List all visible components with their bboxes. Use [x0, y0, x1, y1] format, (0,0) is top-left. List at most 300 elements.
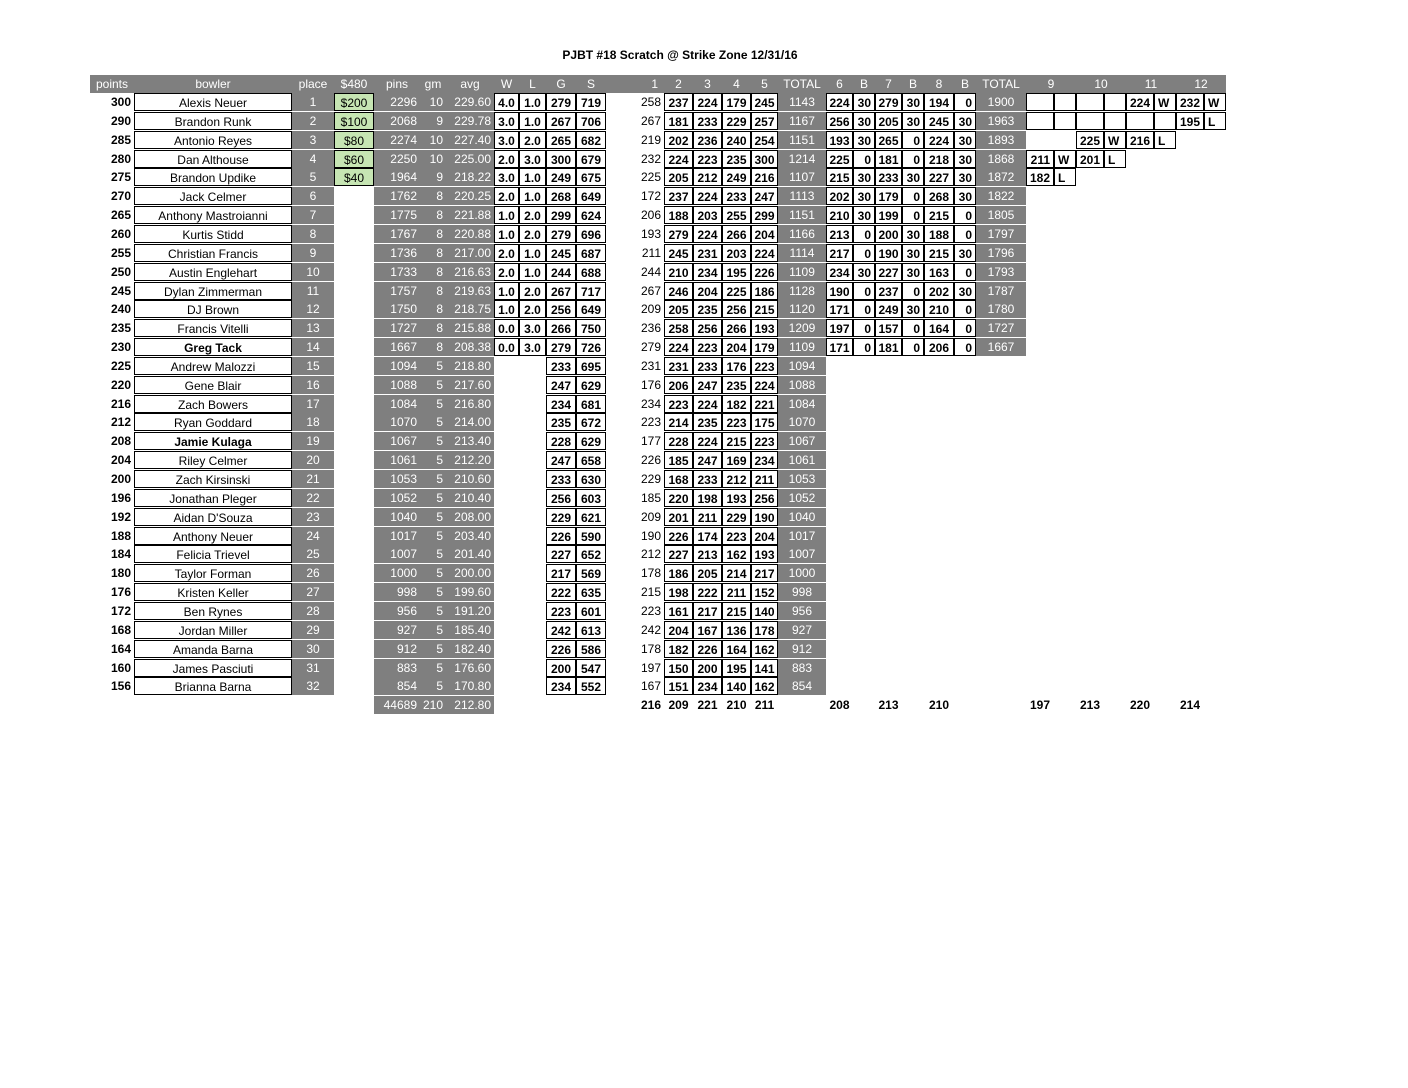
place-cell: 6 [292, 187, 334, 205]
game1-cell: 226 [640, 453, 661, 467]
match10-result: L [1104, 150, 1126, 168]
header-total2: TOTAL [976, 75, 1026, 93]
game5-cell: 193 [751, 545, 778, 563]
bonus7-cell: 0 [902, 206, 924, 224]
game8-cell: 164 [924, 319, 954, 337]
high-game-cell: 222 [546, 583, 576, 601]
bonus6-cell: 30 [853, 168, 875, 186]
game5-cell: 223 [751, 432, 778, 450]
games-cell: 5 [420, 602, 446, 620]
match10-score: 201 [1076, 150, 1104, 168]
match12-score: 195 [1176, 112, 1204, 130]
bonus7-cell: 30 [902, 244, 924, 262]
game2-cell: 237 [664, 187, 693, 205]
high-series-cell: 649 [576, 300, 606, 318]
games-cell: 5 [420, 564, 446, 582]
losses-cell: 3.0 [519, 150, 546, 168]
bonus7-cell: 0 [902, 150, 924, 168]
header-g7: 7 [875, 75, 902, 93]
wins-cell: 2.0 [494, 150, 519, 168]
game5-cell: 140 [751, 602, 778, 620]
bonus6-cell: 0 [853, 300, 875, 318]
header-points: points [90, 75, 134, 93]
bowler-name: Andrew Malozzi [134, 357, 292, 375]
game4-cell: 215 [722, 432, 751, 450]
game5-cell: 152 [751, 583, 778, 601]
game1-cell: 177 [640, 434, 661, 448]
game7-cell: 181 [875, 150, 902, 168]
high-game-cell: 256 [546, 300, 576, 318]
bonus8-cell: 0 [954, 300, 976, 318]
game2-average: 209 [668, 698, 689, 712]
bowler-name: Brandon Runk [134, 112, 292, 130]
bowler-name: Austin Englehart [134, 263, 292, 281]
avg-cell: 214.00 [446, 413, 494, 431]
header-g5: 5 [751, 75, 778, 93]
total1-cell: 998 [778, 583, 826, 601]
game8-cell: 227 [924, 168, 954, 186]
bowler-name: Jonathan Pleger [134, 489, 292, 507]
high-game-cell: 233 [546, 470, 576, 488]
game3-cell: 256 [693, 319, 722, 337]
game8-cell: 218 [924, 150, 954, 168]
losses-cell: 2.0 [519, 282, 546, 300]
place-cell: 1 [292, 93, 334, 111]
pins-cell: 927 [374, 621, 420, 639]
game7-cell: 205 [875, 112, 902, 130]
high-series-cell: 603 [576, 489, 606, 507]
wins-cell: 1.0 [494, 300, 519, 318]
total-pins: 44689 [374, 696, 420, 714]
games-cell: 5 [420, 432, 446, 450]
total1-cell: 1094 [778, 357, 826, 375]
place-cell: 19 [292, 432, 334, 450]
pins-cell: 1067 [374, 432, 420, 450]
points-cell: 212 [110, 415, 131, 429]
game5-cell: 223 [751, 357, 778, 375]
bowler-name: Jamie Kulaga [134, 432, 292, 450]
header-g: G [546, 75, 576, 93]
game5-cell: 162 [751, 677, 778, 695]
match10-score: 225 [1076, 131, 1104, 149]
header-bowler: bowler [134, 75, 292, 93]
points-cell: 172 [110, 604, 131, 618]
game5-cell: 162 [751, 640, 778, 658]
points-cell: 192 [110, 510, 131, 524]
pins-cell: 1084 [374, 395, 420, 413]
points-cell: 216 [110, 397, 131, 411]
high-game-cell: 217 [546, 564, 576, 582]
game5-cell: 257 [751, 112, 778, 130]
game5-cell: 254 [751, 131, 778, 149]
results-table [90, 75, 1226, 712]
header-avg: avg [446, 75, 494, 93]
match11-result: W [1154, 93, 1176, 111]
game2-cell: 228 [664, 432, 693, 450]
match9-score [1026, 93, 1054, 111]
game5-cell: 216 [751, 168, 778, 186]
game6-cell: 202 [826, 187, 853, 205]
game6-cell: 215 [826, 168, 853, 186]
match9-result: W [1054, 150, 1076, 168]
game5-cell: 247 [751, 187, 778, 205]
high-game-cell: 299 [546, 206, 576, 224]
game1-cell: 167 [640, 679, 661, 693]
header-total1: TOTAL [778, 75, 826, 93]
game4-cell: 266 [722, 319, 751, 337]
losses-cell: 3.0 [519, 338, 546, 356]
losses-cell: 2.0 [519, 206, 546, 224]
total2-cell: 1805 [976, 206, 1026, 224]
bonus7-cell: 0 [902, 187, 924, 205]
place-cell: 4 [292, 150, 334, 168]
high-series-cell: 629 [576, 376, 606, 394]
avg-cell: 220.25 [446, 187, 494, 205]
total1-cell: 1061 [778, 451, 826, 469]
game3-cell: 212 [693, 168, 722, 186]
avg-cell: 210.40 [446, 489, 494, 507]
game3-cell: 204 [693, 282, 722, 300]
bonus8-cell: 0 [954, 319, 976, 337]
game6-average: 208 [829, 698, 850, 712]
game1-cell: 178 [640, 566, 661, 580]
games-cell: 8 [420, 244, 446, 262]
game2-cell: 205 [664, 300, 693, 318]
avg-cell: 216.80 [446, 395, 494, 413]
pins-cell: 1061 [374, 451, 420, 469]
game5-cell: 186 [751, 282, 778, 300]
points-cell: 290 [110, 114, 131, 128]
bowler-name: Jordan Miller [134, 621, 292, 639]
prize-cell: $60 [334, 150, 374, 168]
bonus6-cell: 30 [853, 131, 875, 149]
game8-cell: 210 [924, 300, 954, 318]
place-cell: 11 [292, 282, 334, 300]
game4-cell: 223 [722, 413, 751, 431]
game9-average: 197 [1029, 698, 1051, 712]
total1-cell: 1128 [778, 282, 826, 300]
game5-cell: 224 [751, 244, 778, 262]
game5-cell: 221 [751, 395, 778, 413]
total1-cell: 956 [778, 602, 826, 620]
game3-cell: 235 [693, 413, 722, 431]
header-g12: 12 [1176, 75, 1226, 93]
total1-cell: 1209 [778, 319, 826, 337]
high-series-cell: 658 [576, 451, 606, 469]
total1-cell: 1151 [778, 206, 826, 224]
wins-cell: 2.0 [494, 187, 519, 205]
game2-cell: 246 [664, 282, 693, 300]
high-series-cell: 621 [576, 508, 606, 526]
high-series-cell: 672 [576, 413, 606, 431]
match10-score [1076, 93, 1104, 111]
games-cell: 8 [420, 263, 446, 281]
avg-cell: 170.80 [446, 677, 494, 695]
game2-cell: 198 [664, 583, 693, 601]
game3-cell: 247 [693, 376, 722, 394]
losses-cell: 2.0 [519, 300, 546, 318]
game2-cell: 168 [664, 470, 693, 488]
total1-cell: 1113 [778, 187, 826, 205]
bowler-name: Francis Vitelli [134, 319, 292, 337]
avg-cell: 229.60 [446, 93, 494, 111]
game6-cell: 171 [826, 300, 853, 318]
game4-cell: 203 [722, 244, 751, 262]
bonus8-cell: 0 [954, 225, 976, 243]
match9-score [1026, 112, 1054, 130]
place-cell: 7 [292, 206, 334, 224]
header-g1: 1 [606, 75, 664, 93]
total2-cell: 1793 [976, 263, 1026, 281]
total1-cell: 1151 [778, 131, 826, 149]
high-series-cell: 719 [576, 93, 606, 111]
games-cell: 5 [420, 640, 446, 658]
game2-cell: 214 [664, 413, 693, 431]
match9-score: 182 [1026, 168, 1054, 186]
avg-cell: 218.22 [446, 168, 494, 186]
bonus7-cell: 0 [902, 319, 924, 337]
total1-cell: 1053 [778, 470, 826, 488]
avg-cell: 216.63 [446, 263, 494, 281]
header-pins: pins [374, 75, 420, 93]
points-cell: 285 [110, 133, 131, 147]
game3-cell: 198 [693, 489, 722, 507]
match10-result [1104, 112, 1126, 130]
high-game-cell: 234 [546, 677, 576, 695]
game7-cell: 190 [875, 244, 902, 262]
game1-cell: 172 [640, 189, 661, 203]
high-game-cell: 247 [546, 376, 576, 394]
bowler-name: Christian Francis [134, 244, 292, 262]
pins-cell: 1094 [374, 357, 420, 375]
place-cell: 26 [292, 564, 334, 582]
place-cell: 28 [292, 602, 334, 620]
game2-cell: 227 [664, 545, 693, 563]
pins-cell: 854 [374, 677, 420, 695]
bowler-name: Kurtis Stidd [134, 225, 292, 243]
pins-cell: 1727 [374, 319, 420, 337]
game6-cell: 197 [826, 319, 853, 337]
total1-cell: 1143 [778, 93, 826, 111]
pins-cell: 1070 [374, 413, 420, 431]
game5-cell: 178 [751, 621, 778, 639]
points-cell: 255 [110, 246, 131, 260]
total1-cell: 1052 [778, 489, 826, 507]
game3-cell: 247 [693, 451, 722, 469]
place-cell: 22 [292, 489, 334, 507]
game1-cell: 185 [640, 491, 661, 505]
avg-cell: 200.00 [446, 564, 494, 582]
high-game-cell: 279 [546, 225, 576, 243]
game3-average: 221 [697, 698, 718, 712]
game4-cell: 164 [722, 640, 751, 658]
game5-cell: 299 [751, 206, 778, 224]
pins-cell: 1000 [374, 564, 420, 582]
bonus8-cell: 0 [954, 93, 976, 111]
high-game-cell: 300 [546, 150, 576, 168]
game8-cell: 268 [924, 187, 954, 205]
total2-cell: 1900 [976, 93, 1026, 111]
avg-cell: 208.00 [446, 508, 494, 526]
high-series-cell: 696 [576, 225, 606, 243]
points-cell: 280 [110, 152, 131, 166]
avg-cell: 185.40 [446, 621, 494, 639]
avg-cell: 203.40 [446, 527, 494, 545]
total2-cell: 1868 [976, 150, 1026, 168]
game1-cell: 267 [640, 114, 661, 128]
game7-cell: 157 [875, 319, 902, 337]
pins-cell: 1757 [374, 282, 420, 300]
wins-cell: 2.0 [494, 263, 519, 281]
pins-cell: 1750 [374, 300, 420, 318]
total2-cell: 1727 [976, 319, 1026, 337]
points-cell: 220 [110, 378, 131, 392]
high-series-cell: 649 [576, 187, 606, 205]
bonus6-cell: 0 [853, 338, 875, 356]
total1-cell: 1017 [778, 527, 826, 545]
avg-cell: 215.88 [446, 319, 494, 337]
games-cell: 5 [420, 395, 446, 413]
bowler-name: Brandon Updike [134, 168, 292, 186]
game6-cell: 224 [826, 93, 853, 111]
total1-cell: 1084 [778, 395, 826, 413]
game1-cell: 267 [640, 284, 661, 298]
match10-score [1076, 112, 1104, 130]
avg-cell: 213.40 [446, 432, 494, 450]
match11-score: 216 [1126, 131, 1154, 149]
points-cell: 300 [110, 95, 131, 109]
header-g8: 8 [924, 75, 954, 93]
avg-cell: 219.63 [446, 282, 494, 300]
points-cell: 180 [110, 566, 131, 580]
total1-cell: 1214 [778, 150, 826, 168]
bonus7-cell: 30 [902, 263, 924, 281]
bonus6-cell: 30 [853, 206, 875, 224]
losses-cell: 1.0 [519, 168, 546, 186]
game1-cell: 236 [640, 321, 661, 335]
game2-cell: 186 [664, 564, 693, 582]
match9-result [1054, 93, 1076, 111]
game1-cell: 206 [640, 208, 661, 222]
game5-cell: 211 [751, 470, 778, 488]
games-cell: 5 [420, 508, 446, 526]
game5-cell: 256 [751, 489, 778, 507]
pins-cell: 2250 [374, 150, 420, 168]
game8-cell: 245 [924, 112, 954, 130]
game4-cell: 195 [722, 659, 751, 677]
avg-cell: 217.60 [446, 376, 494, 394]
place-cell: 20 [292, 451, 334, 469]
game4-cell: 235 [722, 150, 751, 168]
game2-cell: 204 [664, 621, 693, 639]
avg-cell: 218.80 [446, 357, 494, 375]
games-cell: 9 [420, 168, 446, 186]
points-cell: 265 [110, 208, 131, 222]
total2-cell: 1797 [976, 225, 1026, 243]
avg-cell: 225.00 [446, 150, 494, 168]
game4-cell: 182 [722, 395, 751, 413]
game4-cell: 255 [722, 206, 751, 224]
game7-cell: 199 [875, 206, 902, 224]
total1-cell: 1167 [778, 112, 826, 130]
place-cell: 14 [292, 338, 334, 356]
bowler-name: Aidan D'Souza [134, 508, 292, 526]
game3-cell: 224 [693, 395, 722, 413]
bowler-name: Ryan Goddard [134, 413, 292, 431]
game1-cell: 232 [640, 152, 661, 166]
high-series-cell: 688 [576, 263, 606, 281]
bonus7-cell: 30 [902, 300, 924, 318]
pins-cell: 1964 [374, 168, 420, 186]
game3-cell: 236 [693, 131, 722, 149]
game3-cell: 224 [693, 225, 722, 243]
header-l: L [519, 75, 546, 93]
game5-cell: 190 [751, 508, 778, 526]
total1-cell: 1109 [778, 263, 826, 281]
game7-cell: 237 [875, 282, 902, 300]
total1-cell: 1114 [778, 244, 826, 262]
place-cell: 25 [292, 545, 334, 563]
games-cell: 5 [420, 357, 446, 375]
pins-cell: 1762 [374, 187, 420, 205]
high-game-cell: 279 [546, 338, 576, 356]
total1-cell: 1070 [778, 413, 826, 431]
game4-cell: 235 [722, 376, 751, 394]
game4-average: 210 [726, 698, 747, 712]
bonus8-cell: 0 [954, 206, 976, 224]
total2-cell: 1822 [976, 187, 1026, 205]
game5-cell: 215 [751, 300, 778, 318]
game7-average: 213 [878, 698, 899, 712]
games-cell: 5 [420, 583, 446, 601]
pins-cell: 1052 [374, 489, 420, 507]
game2-cell: 258 [664, 319, 693, 337]
place-cell: 13 [292, 319, 334, 337]
high-game-cell: 245 [546, 244, 576, 262]
avg-cell: 220.88 [446, 225, 494, 243]
game4-cell: 193 [722, 489, 751, 507]
bowler-name: Gene Blair [134, 376, 292, 394]
game6-cell: 217 [826, 244, 853, 262]
place-cell: 32 [292, 677, 334, 695]
game5-cell: 193 [751, 319, 778, 337]
bowler-name: Dylan Zimmerman [134, 282, 292, 300]
game2-cell: 188 [664, 206, 693, 224]
game1-cell: 229 [640, 472, 661, 486]
pins-cell: 956 [374, 602, 420, 620]
games-cell: 5 [420, 451, 446, 469]
high-game-cell: 256 [546, 489, 576, 507]
high-game-cell: 228 [546, 432, 576, 450]
game2-cell: 210 [664, 263, 693, 281]
total2-cell: 1667 [976, 338, 1026, 356]
total2-cell: 1893 [976, 131, 1026, 149]
game2-cell: 205 [664, 168, 693, 186]
game2-cell: 150 [664, 659, 693, 677]
game2-cell: 279 [664, 225, 693, 243]
game2-cell: 224 [664, 338, 693, 356]
high-game-cell: 267 [546, 282, 576, 300]
game1-cell: 215 [640, 585, 661, 599]
game1-cell: 176 [640, 378, 661, 392]
high-series-cell: 679 [576, 150, 606, 168]
game4-cell: 179 [722, 93, 751, 111]
game1-cell: 223 [640, 415, 661, 429]
game3-cell: 224 [693, 187, 722, 205]
games-cell: 5 [420, 659, 446, 677]
bowler-name: Ben Rynes [134, 602, 292, 620]
game5-cell: 204 [751, 527, 778, 545]
